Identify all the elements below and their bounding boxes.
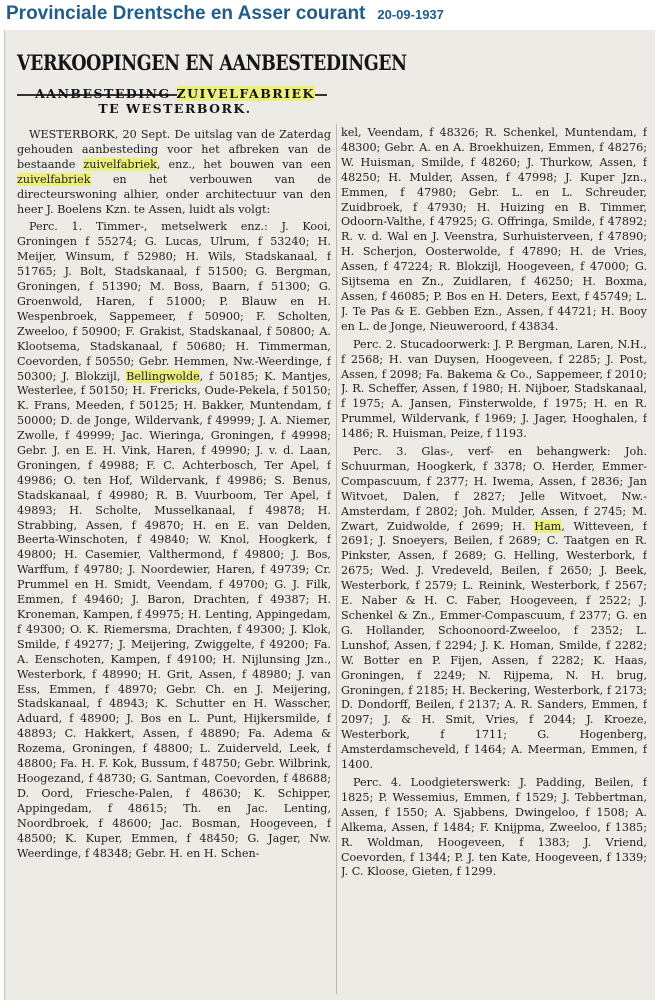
article-title-line-2: TE WESTERBORK. [98,101,252,116]
publication-date: 20-09-1937 [377,7,444,22]
perc4-paragraph: Perc. 4. Loodgieterswerk: J. Padding, Beilen, f 1825; P. Wessemius, Emmen, f 1529; J. Tebbertman, Assen, f 1550; A. Sjabbens, Dwingeloo, f 1508; A. Alkema, Assen, f 1484; F. Knijpma, Zweeloo, f 1385; R. Woldman, Hoogeveen, f 1383; J. Vriend, Coevorden, f 1344; P. J. ten Kate, Hoogeveen, f 1339; J. C. Kloose, Gieten, f 1299. [341,775,647,879]
perc2-paragraph: Perc. 2. Stucadoorwerk: J. P. Bergman, Laren, N.H., f 2568; H. van Duysen, Hoogeveen, f 2285; J. Post, Assen, f 2098; Fa. Bakema & Co., Sappemeer, f 2010; J. R. Scheffer, Assen, f 1980; H. Nijboer, Stadskanaal, f 1975; A. Jansen, Finsterwolde, f 1975; H. en R. Prummel, Wildervank, f 1969; J. Jager, Hooghalen, f 1486; R. Huisman, Peize, f 1193. [341,337,647,441]
newspaper-header [0,0,658,28]
highlighted-term: zuivelfabriek [17,172,91,186]
section-heading: VERKOOPINGEN EN AANBESTEDINGEN [17,50,407,75]
article-title-text: AANBESTEDING [35,86,177,101]
article-column-right [341,126,647,996]
perc3-paragraph [341,445,647,773]
highlighted-term: Bellingwolde [126,369,200,383]
newspaper-title: Provinciale Drentsche en Asser courant [6,3,366,24]
newspaper-clipping [4,30,655,1000]
article-title-line-1 [17,86,333,101]
intro-text: en het verbouwen van de directeurswoning alhier, onder architectuur van den heer J. Boelens Kzn. te Assen, luidt als volgt: [17,172,331,216]
highlighted-term: ZUIVELFABRIEK [176,86,315,101]
perc3-text: , Witteveen, f 2691; J. Snoeyers, Beilen, f 2689; C. Taatgen en R. Pinkster, Assen, f 2689; G. Helling, Westerbork, f 2675; Wed. J. Vredeveld, Beilen, f 2650; J. Beek, Westerbork, f 2579; L. Reinink, Westerbork, f 2567; E. Naber & H. C. Faber, Hoogeveen, f 2522; J. Schenkel & Zn., Emmer-Compascuum, f 2377; G. en G. Hollander, Schoonoord-Zweeloo, f 2352; L. Lunshof, Assen, f 2294; J. K. Homan, Smilde, f 2282; W. Botter en P. Fijen, Assen, f 2282; K. Haas, Groningen, f 2249; N. Rijpema, N. H. brug, Groningen, f 2185; H. Beckering, Westerbork, f 2173; D. Dondorff, Beilen, f 2137; A. R. Sanders, Emmen, f 2097; J. & H. Smit, Vries, f 2044; J. Kroeze, Westerbork, f 1711; G. Hogenberg, Amsterdamscheveld, f 1464; A. Meerman, Emmen, f 1400. [341,519,647,772]
perc1-continuation: kel, Veendam, f 48326; R. Schenkel, Muntendam, f 48300; Gebr. A. en A. Broekhuizen, Emmen, f 48276; W. Huisman, Smilde, f 48260; J. Thurkow, Assen, f 48250; H. Mulder, Assen, f 47998; J. Kuper Jzn., Emmen, f 47980; Gebr. L. en L. Schreuder, Zuidbroek, f 47930; H. Huizing en B. Timmer, Odoorn-Valthe, f 47925; G. Offringa, Smilde, f 47892; R. v. d. Wal en J. Veenstra, Surhuisterveen, f 47890; H. Scherjon, Oosterwolde, f 47890; H. de Vries, Assen, f 47224; R. Blokzijl, Hoogeveen, f 47000; G. Sijtsema en Zn., Zuidlaren, f 46250; H. Boxma, Assen, f 46085; P. Bos en H. Deters, Eext, f 45749; L. J. Te Pas & E. Gebben Ezn., Assen, f 44721; H. Booy en L. de Jonge, Nieuweroord, f 43834. [341,126,647,333]
intro-paragraph [17,128,331,217]
intro-text: WESTERBORK, 20 Sept. De uitslag van de Zaterdag gehouden aanbesteding voor het afbreken van de bestaande [17,128,331,171]
perc3-text: Perc. 3. Glas-, verf- en behangwerk: Joh. Schuurman, Hoogkerk, f 3378; O. Herder, Emmer-Compascuum, f 2377; H. Iwema, Assen, f 2836; Jan Witvoet, Dalen, f 2827; Jelle Witvoet, Nw.-Amsterdam, f 2802; Joh. Mulder, Assen, f 2745; M. Zwart, Zuidwolde, f 2699; H. [341,445,647,533]
article-column-left [17,128,331,1000]
intro-text: , enz., het bouwen van een [156,157,331,171]
highlighted-term: Ham [534,519,562,533]
column-divider [336,124,337,994]
perc1-text: Perc. 1. Timmer-, metselwerk enz.: J. Kooi, Groningen f 55274; G. Lucas, Ulrum, f 53240; H. Meijer, Winsum, f 52980; H. Wils, Stadskanaal, f 51765; J. Bolt, Stadskanaal, f 51500; G. Bergman, Groningen, f 51390; M. Boss, Baarn, f 51300; G. Groenwold, Haren, f 51000; P. Blauw en H. Wespenbroek, Sappemeer, f 50900; F. Scholten, Zweeloo, f 50900; F. Grakist, Stadskanaal, f 50800; A. Klootsema, Stadskanaal, f 50680; H. Timmerman, Coevorden, f 50550; Gebr. Hemmen, Nw.-Weerdinge, f 50300; J. Blokzijl, [17,220,331,383]
perc1-text: , f 50185; K. Mantjes, Westerlee, f 50150; H. Frericks, Oude-Pekela, f 50150; K. Frans, Meeden, f 50125; H. Bakker, Muntendam, f 50000; D. de Jonge, Wildervank, f 49999; J. A. Niemer, Zwolle, f 49999; Jac. Wieringa, Groningen, f 49998; Gebr. J. en E. H. Vink, Haren, f 49990; J. v. d. Laan, Groningen, f 49988; F. C. Achterbosch, Ter Apel, f 49986; O. ten Hof, Wildervank, f 49986; S. Benus, Stadskanaal, f 49980; R. B. Vuurboom, Ter Apel, f 49893; H. Scholte, Musselkanaal, f 49878; H. Strabbing, Assen, f 49870; H. en E. van Delden, Beerta-Winschoten, f 49840; W. Knol, Hoogkerk, f 49800; H. Casemier, Valthermond, f 49800; J. Bos, Warffum, f 49780; J. Noordewier, Haren, f 49739; Cr. Prummel en H. Smidt, Veendam, f 49700; G. J. Filk, Emmen, f 49460; J. Baron, Drachten, f 49387; H. Kroneman, Kampen, f 49975; H. Lenting, Appingedam, f 49300; O. K. Riemersma, Drachten, f 49300; J. Klok, Smilde, f 49277; J. Meijering, Zwiggelte, f 49200; Fa. A. Eenschoten, Kampen, f 49100; H. Nijlunsing Jzn., Westerbork, f 48990; H. Grit, Assen, f 48980; J. van Ess, Emmen, f 48970; Gebr. Ch. en J. Meijering, Stadskanaal, f 48943; K. Schutter en H. Wasscher, Aduard, f 48900; J. Bos en L. Punt, Hijkersmilde, f 48893; C. Hakkert, Assen, f 48890; Fa. Adema & Rozema, Groningen, f 48800; L. Zuiderveld, Leek, f 48800; Fa. H. F. Kok, Bussum, f 48750; Gebr. Wilbrink, Hoogezand, f 48730; G. Santman, Coevorden, f 48688; D. Oord, Friesche-Palen, f 48630; K. Schipper, Appingedam, f 48615; Th. en Jac. Lenting, Noordbroek, f 48600; Jac. Bosman, Hoogeveen, f 48500; K. Kuper, Emmen, f 48450; G. Jager, Nw. Weerdinge, f 48348; Gebr. H. en H. Schen- [17,369,331,860]
highlighted-term: zuivelfabriek [83,157,157,171]
perc1-paragraph [17,220,331,861]
